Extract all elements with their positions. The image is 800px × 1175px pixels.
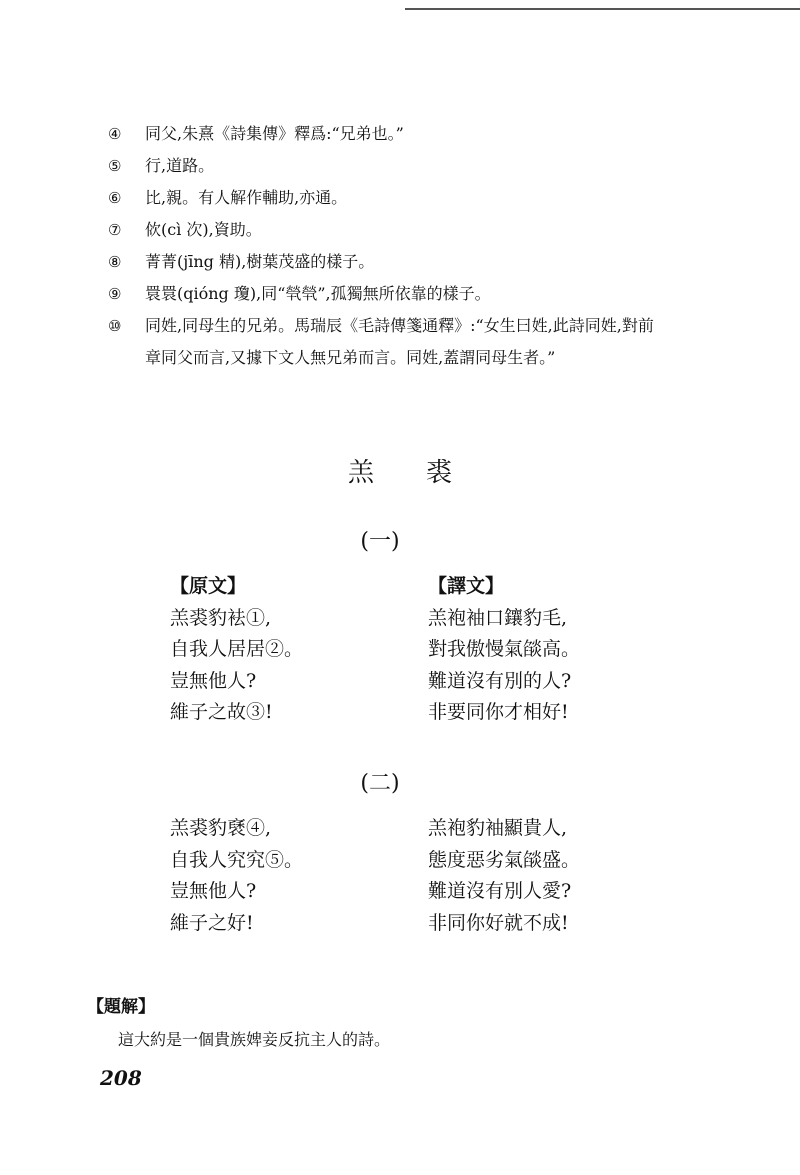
note-item bbox=[108, 278, 668, 310]
note-number: ⑧ bbox=[108, 253, 122, 271]
tijie-text: 這大約是一個貴族婢妾反抗主人的詩。 bbox=[118, 1030, 391, 1049]
note-item bbox=[108, 214, 668, 246]
note-item bbox=[108, 182, 668, 214]
note-text: 比,親。有人解作輔助,亦通。 bbox=[145, 188, 348, 207]
note-item bbox=[108, 246, 668, 278]
translation-line: 羔袍豹袖顯貴人, bbox=[428, 817, 568, 839]
note-text: 菁菁(jīng 精),樹葉茂盛的樣子。 bbox=[145, 252, 375, 271]
section-label: (二) bbox=[360, 771, 400, 796]
translation-line: 難道沒有別人愛? bbox=[428, 880, 572, 902]
page-number: 208 bbox=[100, 1066, 142, 1090]
note-number: ⑤ bbox=[108, 157, 122, 175]
note-number: ⑥ bbox=[108, 189, 122, 207]
original-column bbox=[170, 571, 303, 729]
tijie-header: 【題解】 bbox=[87, 997, 155, 1017]
translation-line: 非同你好就不成! bbox=[428, 911, 569, 934]
note-text: 同姓,同母生的兄弟。馬瑞辰《毛詩傳箋通釋》:“女生曰姓,此詩同姓,對前章同父而言,又據下文人無兄弟而言。同姓,蓋謂同母生者。” bbox=[145, 316, 654, 367]
poem-title: 羔裘 bbox=[347, 458, 504, 488]
original-line: 維子之好! bbox=[170, 911, 254, 934]
note-item bbox=[108, 118, 668, 150]
note-number: ⑦ bbox=[108, 221, 122, 239]
note-item bbox=[108, 150, 668, 182]
note-number: ⑨ bbox=[108, 285, 122, 303]
original-line: 自我人究究⑤。 bbox=[170, 848, 304, 871]
original-line: 豈無他人? bbox=[170, 669, 257, 692]
translation-line: 態度惡劣氣燄盛。 bbox=[428, 848, 581, 871]
original-line: 維子之故③! bbox=[170, 701, 273, 723]
section-label: (一) bbox=[360, 529, 400, 554]
original-line: 羔裘豹褎④, bbox=[170, 817, 272, 839]
translation-column bbox=[428, 571, 580, 729]
original-line: 豈無他人? bbox=[170, 880, 257, 902]
note-text: 同父,朱熹《詩集傳》釋爲:“兄弟也。” bbox=[145, 124, 404, 143]
note-item bbox=[108, 310, 668, 374]
original-column bbox=[170, 813, 303, 939]
notes-list bbox=[108, 118, 668, 374]
original-line: 自我人居居②。 bbox=[170, 638, 304, 660]
original-header: 【原文】 bbox=[170, 575, 247, 597]
note-text: 佽(cì 次),資助。 bbox=[145, 220, 262, 239]
original-line: 羔裘豹袪①, bbox=[170, 606, 272, 629]
translation-line: 對我傲慢氣燄高。 bbox=[428, 638, 581, 660]
note-number: ⑩ bbox=[108, 317, 122, 335]
note-text: 睘睘(qióng 瓊),同“煢煢”,孤獨無所依靠的樣子。 bbox=[145, 284, 491, 303]
translation-line: 非要同你才相好! bbox=[428, 701, 569, 723]
translation-line: 難道沒有別的人? bbox=[428, 669, 572, 692]
top-rule bbox=[405, 8, 800, 10]
translation-header: 【譯文】 bbox=[428, 575, 505, 597]
translation-line: 羔袍袖口鑲豹毛, bbox=[428, 606, 568, 629]
translation-column bbox=[428, 813, 580, 939]
note-text: 行,道路。 bbox=[145, 156, 215, 175]
note-number: ④ bbox=[108, 125, 122, 143]
